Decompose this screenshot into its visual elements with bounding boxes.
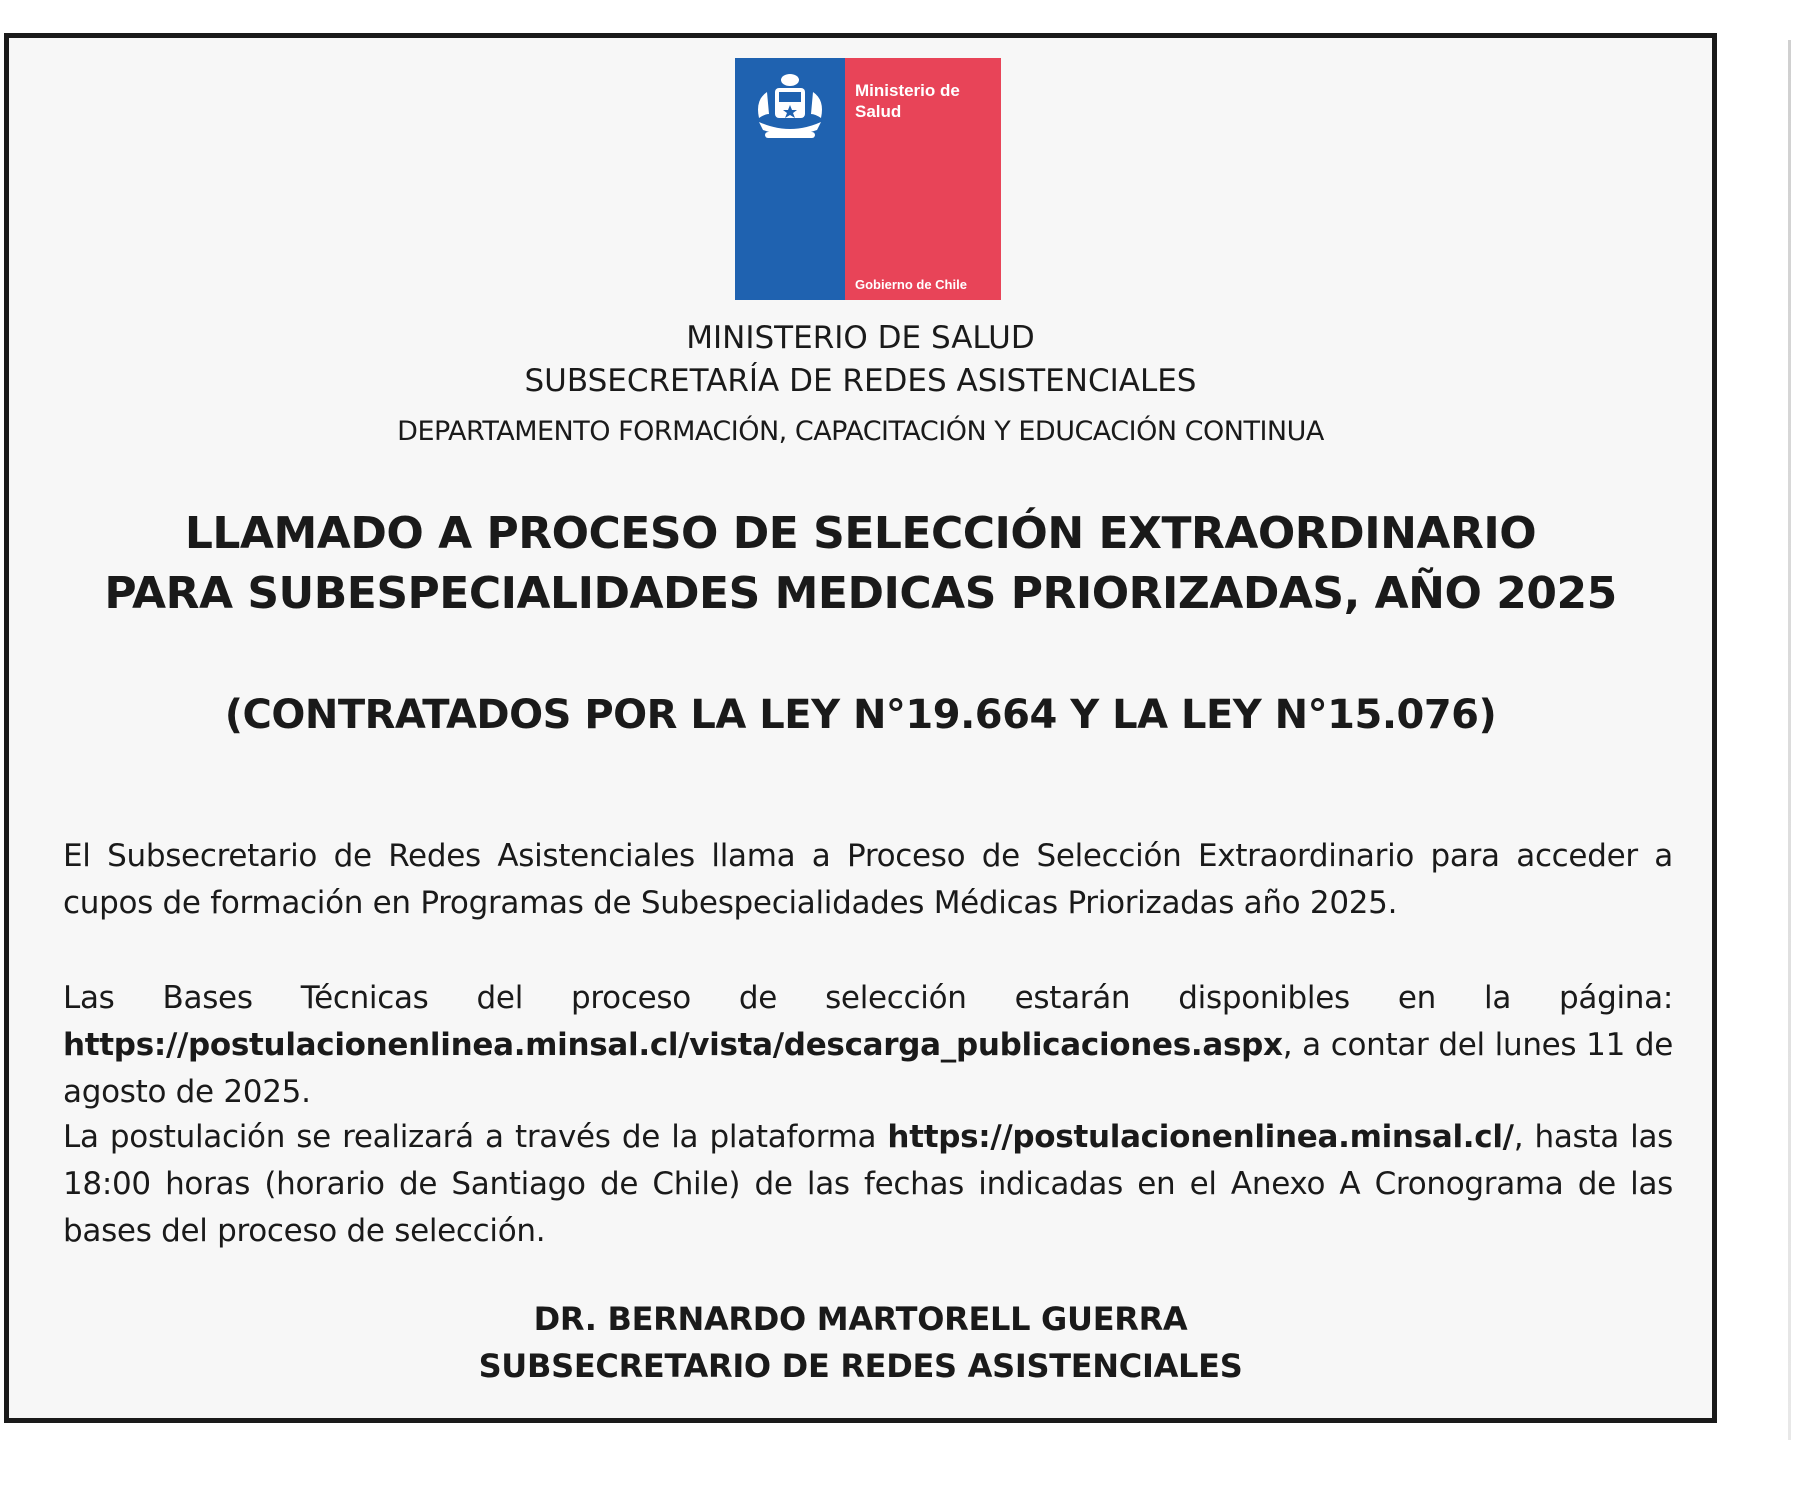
coat-of-arms-icon <box>745 70 835 150</box>
logo-blue-panel <box>735 58 845 300</box>
platform-url-link[interactable]: https://postulacionenlinea.minsal.cl/ <box>887 1119 1514 1155</box>
paragraph-bases <box>63 975 1673 1116</box>
logo-line-1: Ministerio de <box>855 81 960 100</box>
header-subsecretaria: SUBSECRETARÍA DE REDES ASISTENCIALES <box>524 363 1197 399</box>
bases-date-text: , a contar del lunes 11 de agosto de 2025. <box>63 1027 1673 1110</box>
ministry-logo <box>735 58 1001 300</box>
logo-line-2: Salud <box>855 102 902 121</box>
title-line-1: LLAMADO A PROCESO DE SELECCIÓN EXTRAORDINARIO <box>184 508 1537 559</box>
header-ministry: MINISTERIO DE SALUD <box>686 320 1035 356</box>
logo-red-panel <box>845 58 1001 300</box>
title-line-2: PARA SUBESPECIALIDADES MEDICAS PRIORIZADAS, AÑO 2025 <box>104 568 1617 619</box>
application-text: La postulación se realizará a través de la plataforma <box>63 1119 888 1155</box>
logo-government-text: Gobierno de Chile <box>855 277 967 292</box>
bases-text: Las Bases Técnicas del proceso de selección estarán disponibles en la página: <box>63 980 1673 1016</box>
paragraph-call: El Subsecretario de Redes Asistenciales llama a Proceso de Selección Extraordinario para acceder a cupos de formación en Programas de Subespecialidades Médicas Priorizadas año 2025. <box>63 838 1673 921</box>
paragraph-application <box>63 1114 1673 1255</box>
logo-ministry-text <box>855 80 995 122</box>
header-department: DEPARTAMENTO FORMACIÓN, CAPACITACIÓN Y EDUCACIÓN CONTINUA <box>397 416 1324 447</box>
bases-url-link[interactable]: https://postulacionenlinea.minsal.cl/vista/descarga_publicaciones.aspx <box>63 1027 1283 1063</box>
application-deadline-text: , hasta las 18:00 horas (horario de Santiago de Chile) de las fechas indicadas en el Anexo A Cronograma de las bases del proceso de selección. <box>63 1119 1674 1249</box>
title-subtitle: (CONTRATADOS POR LA LEY N°19.664 Y LA LEY N°15.076) <box>224 692 1497 738</box>
signature-role: SUBSECRETARIO DE REDES ASISTENCIALES <box>478 1347 1243 1385</box>
signature-name: DR. BERNARDO MARTORELL GUERRA <box>533 1300 1188 1338</box>
page-edge-shadow <box>1788 40 1791 1440</box>
notice-frame <box>4 33 1717 1423</box>
